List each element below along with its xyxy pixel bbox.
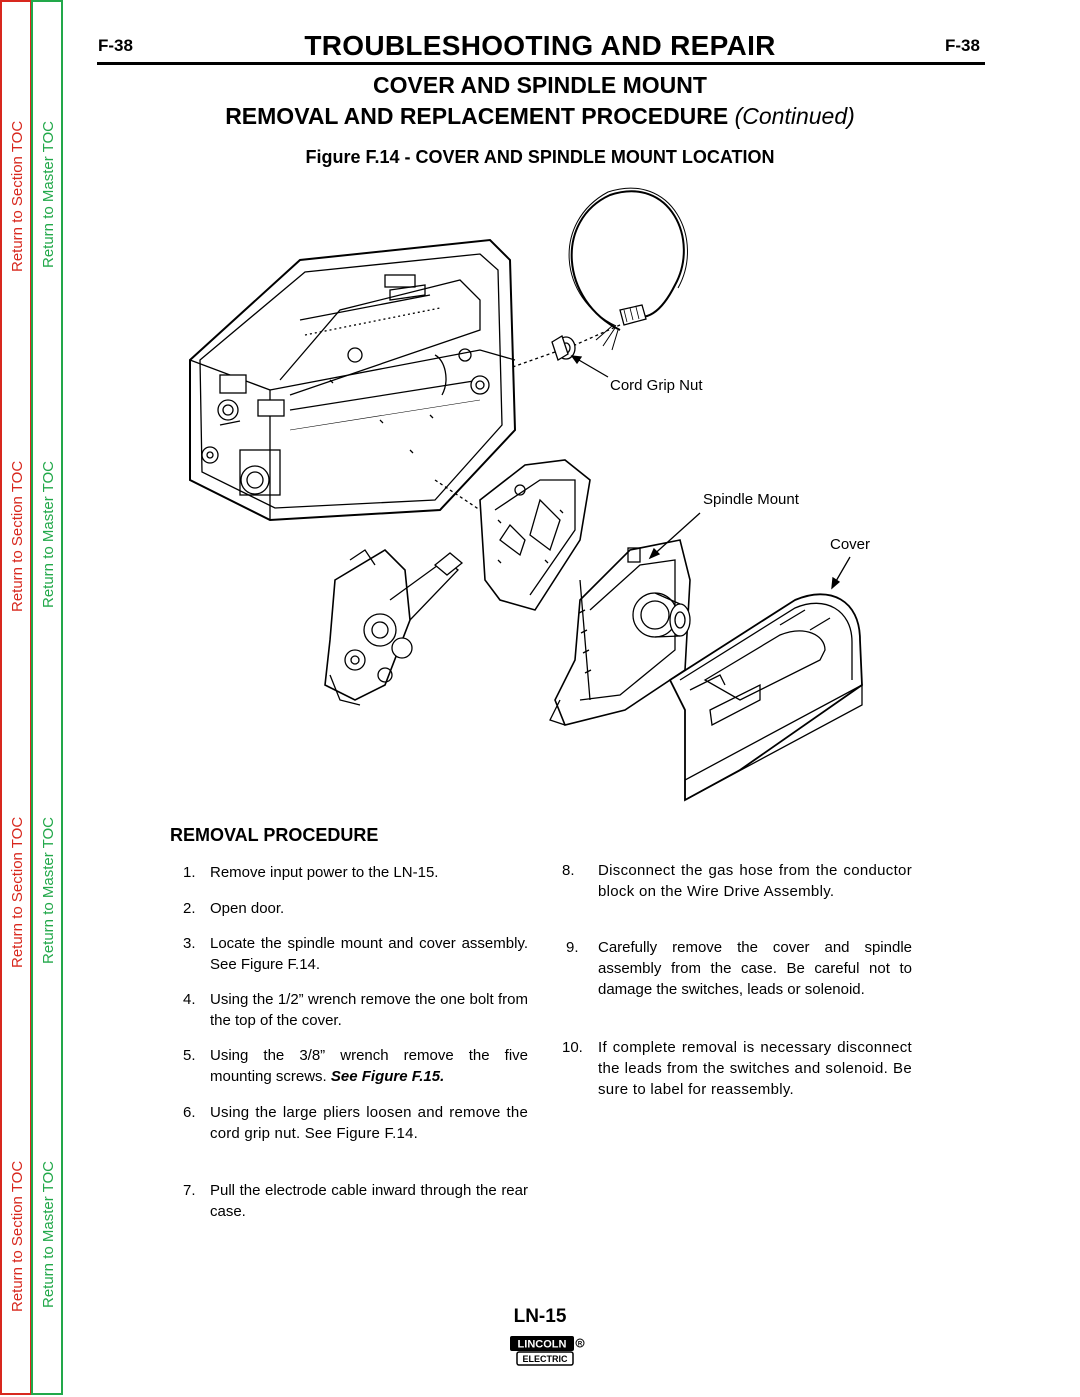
return-to-section-toc-link[interactable]: Return to Section TOC xyxy=(9,816,26,968)
spindle-mount-label: Spindle Mount xyxy=(703,491,799,508)
page-title: TROUBLESHOOTING AND REPAIR xyxy=(304,30,776,61)
header-rule xyxy=(97,62,985,65)
svg-text:ELECTRIC: ELECTRIC xyxy=(522,1354,568,1364)
return-to-section-toc-link[interactable]: Return to Section TOC xyxy=(9,1160,26,1312)
return-to-section-toc-link[interactable]: Return to Section TOC xyxy=(9,120,26,272)
model-code: LN-15 xyxy=(513,1306,567,1327)
subheading-main: REMOVAL AND REPLACEMENT PROCEDURE xyxy=(225,103,729,129)
svg-text:LINCOLN: LINCOLN xyxy=(517,1338,567,1351)
subheading-continued: (Continued) xyxy=(734,103,855,129)
cover-drawing xyxy=(670,594,862,800)
svg-text:R: R xyxy=(577,1341,583,1348)
spindle-mount-panel-drawing xyxy=(480,460,590,610)
page-number-left: F-38 xyxy=(98,36,133,55)
figure-reference[interactable]: See Figure F.15. xyxy=(330,1068,445,1085)
return-to-master-toc-link[interactable]: Return to Master TOC xyxy=(40,817,57,964)
return-to-section-toc-link[interactable]: Return to Section TOC xyxy=(9,460,26,612)
return-to-master-toc-link[interactable]: Return to Master TOC xyxy=(40,1161,57,1308)
wire-drive-assembly-drawing xyxy=(325,550,462,705)
cover-label: Cover xyxy=(830,536,871,553)
section-heading: COVER AND SPINDLE MOUNT xyxy=(373,72,707,98)
removal-procedure-title: REMOVAL PROCEDURE xyxy=(170,825,379,845)
section-subheading xyxy=(0,103,1080,130)
figure-title: Figure F.14 - COVER AND SPINDLE MOUNT LOCATION xyxy=(305,147,775,167)
return-to-master-toc-link[interactable]: Return to Master TOC xyxy=(40,121,57,268)
return-to-master-toc-link[interactable]: Return to Master TOC xyxy=(40,461,57,608)
page-number-right: F-38 xyxy=(945,36,980,55)
cord-grip-nut-label: Cord Grip Nut xyxy=(610,377,703,394)
case-drawing xyxy=(190,240,515,520)
spindle-mount-drawing xyxy=(550,540,690,725)
lincoln-electric-logo xyxy=(509,1335,587,1367)
